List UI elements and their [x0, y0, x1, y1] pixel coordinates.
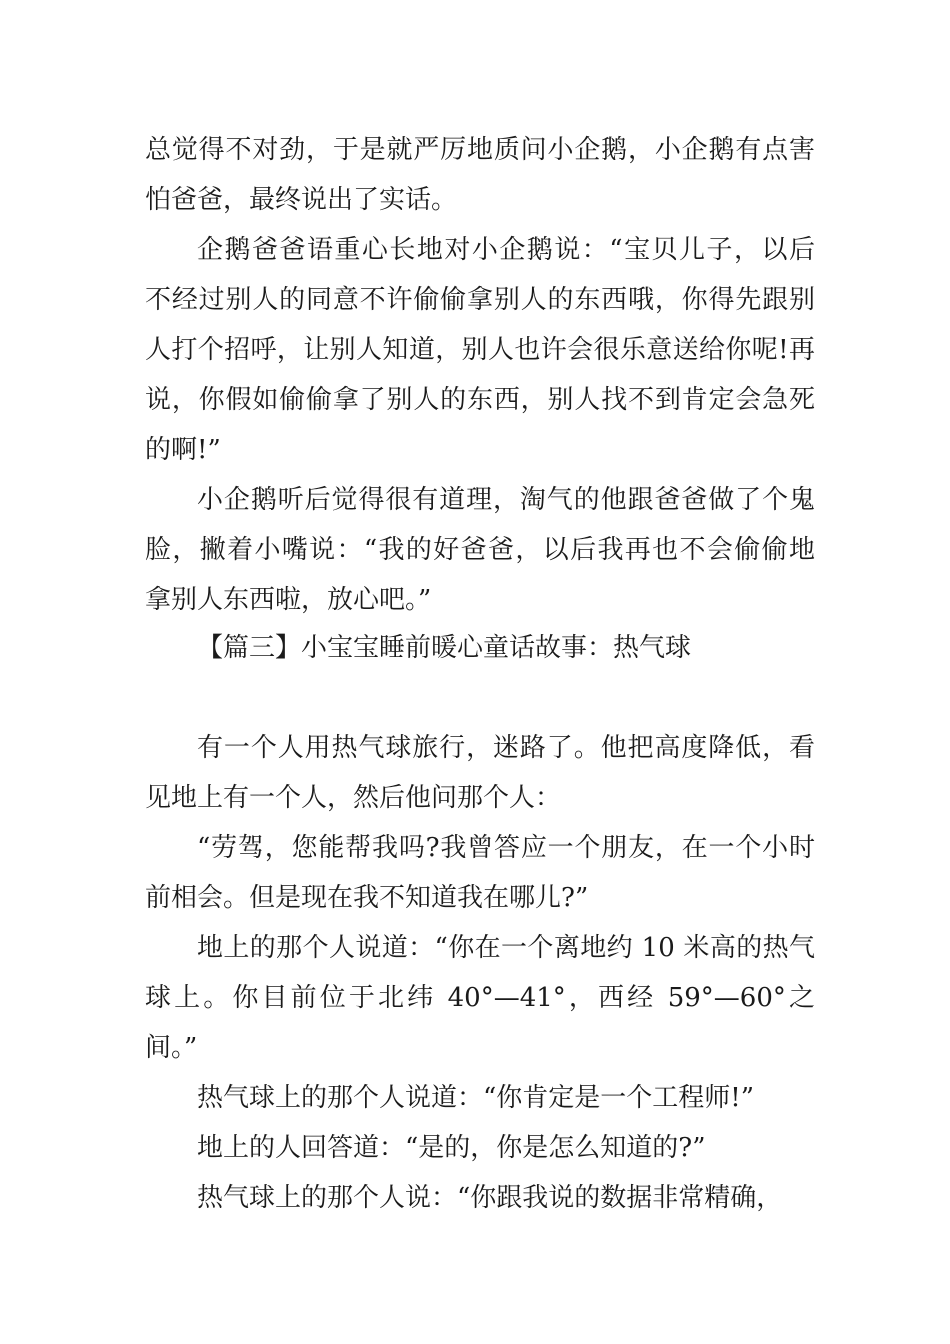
text-line: 拿别人东西啦，放心吧。” — [145, 585, 432, 615]
text-line: 地上的人回答道：“是的，你是怎么知道的?” — [197, 1133, 706, 1163]
text-line: 球上。你目前位于北纬 40°—41°，西经 59°—60°之 — [145, 983, 815, 1013]
text-line: 说，你假如偷偷拿了别人的东西，别人找不到肯定会急死 — [145, 385, 815, 415]
text-line: 前相会。但是现在我不知道我在哪儿?” — [145, 883, 589, 913]
section-heading: 【篇三】小宝宝睡前暖心童话故事：热气球 — [197, 633, 692, 663]
text-line: 不经过别人的同意不许偷偷拿别人的东西哦，你得先跟别 — [145, 285, 815, 315]
text-line: 热气球上的那个人说：“你跟我说的数据非常精确， — [197, 1183, 783, 1213]
text-line: 热气球上的那个人说道：“你肯定是一个工程师!” — [197, 1083, 755, 1113]
text-line: 的啊!” — [145, 435, 221, 465]
text-line: 脸，撇着小嘴说：“我的好爸爸，以后我再也不会偷偷地 — [145, 535, 815, 565]
text-line: 人打个招呼，让别人知道，别人也许会很乐意送给你呢!再 — [145, 335, 815, 365]
text-line: 间。” — [145, 1033, 198, 1063]
text-line: 企鹅爸爸语重心长地对小企鹅说：“宝贝儿子，以后 — [197, 235, 815, 265]
text-line: 地上的那个人说道：“你在一个离地约 10 米高的热气 — [197, 933, 815, 963]
text-line: 总觉得不对劲，于是就严厉地质问小企鹅，小企鹅有点害 — [145, 135, 815, 165]
text-line: 怕爸爸，最终说出了实话。 — [145, 185, 458, 215]
text-line: 见地上有一个人，然后他问那个人： — [145, 783, 562, 813]
text-line: 有一个人用热气球旅行，迷路了。他把高度降低，看 — [197, 733, 815, 763]
text-line: “劳驾，您能帮我吗?我曾答应一个朋友，在一个小时 — [197, 833, 815, 863]
text-line: 小企鹅听后觉得很有道理，淘气的他跟爸爸做了个鬼 — [197, 485, 815, 515]
